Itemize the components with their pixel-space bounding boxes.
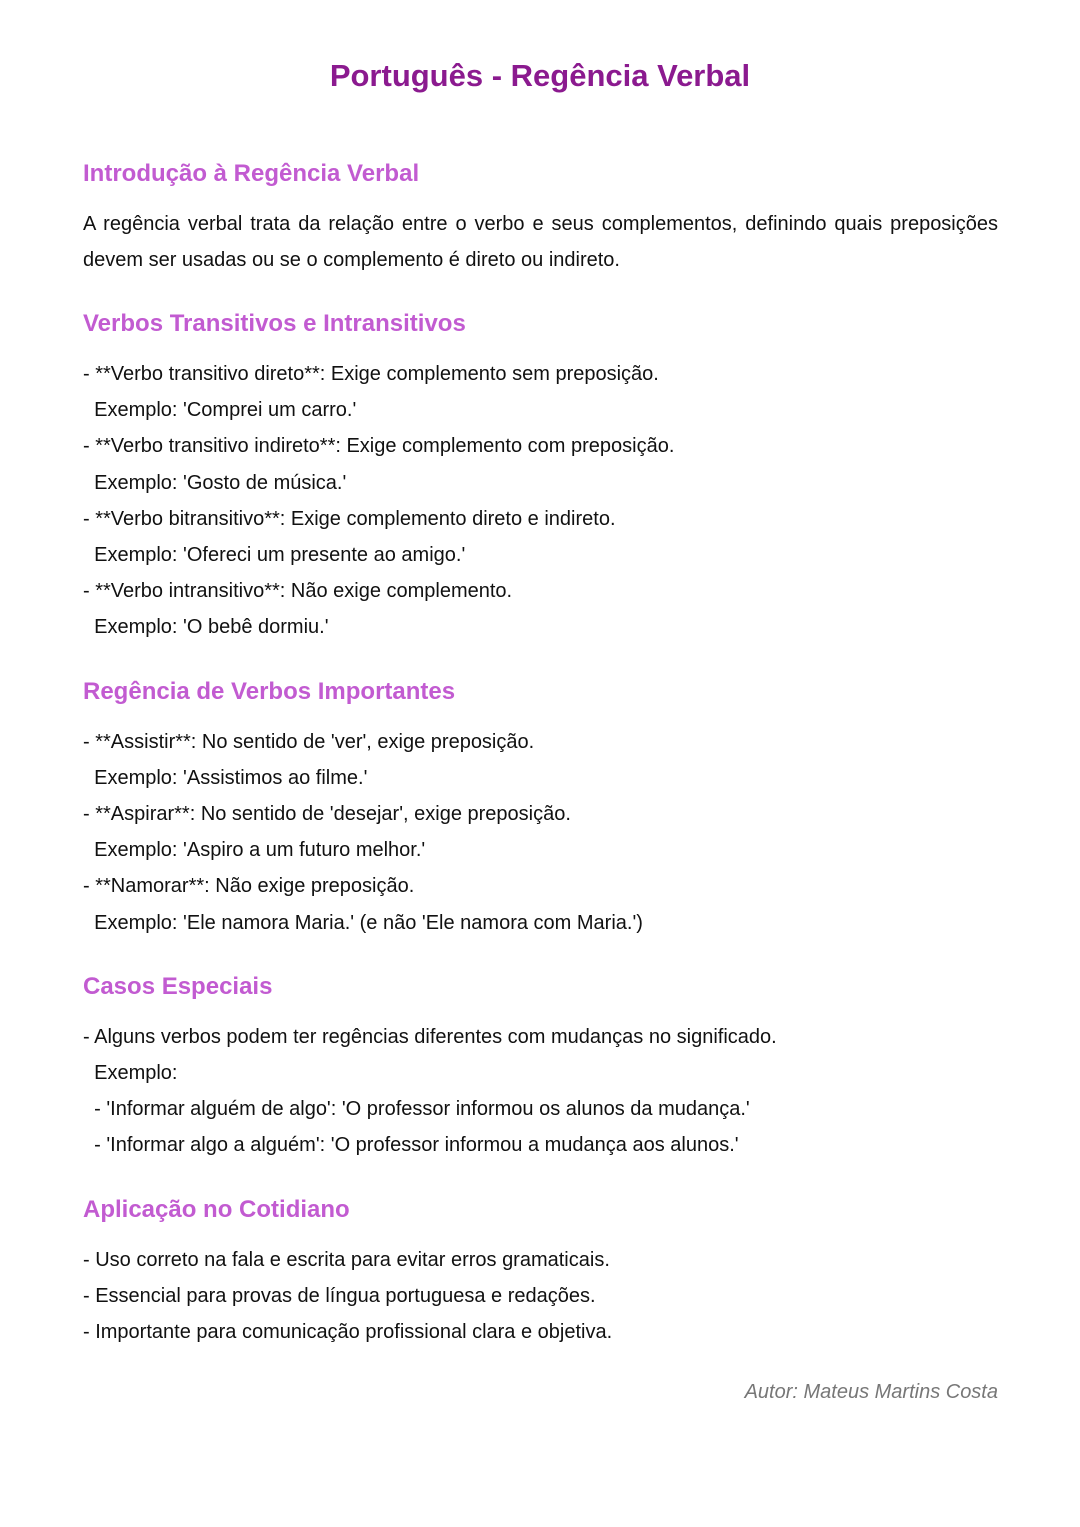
- example-line: Exemplo:: [83, 1062, 178, 1085]
- section-paragraph: A regência verbal trata da relação entre o verbo e seus complementos, definindo quais preposições devem ser usadas ou se o complemento é direto ou indireto.: [83, 213, 998, 271]
- section-heading: Introdução à Regência Verbal: [83, 160, 420, 187]
- example-line: Exemplo: 'Ofereci um presente ao amigo.': [83, 544, 466, 567]
- section-heading: Regência de Verbos Importantes: [83, 677, 456, 705]
- list-item: - **Verbo bitransitivo**: Exige complemento direto e indireto.: [83, 507, 616, 530]
- example-line: Exemplo: 'Comprei um carro.': [83, 399, 357, 422]
- page-title: Português - Regência Verbal: [329, 58, 751, 93]
- sub-list-item: - 'Informar alguém de algo': 'O professor informou os alunos da mudança.': [83, 1098, 750, 1121]
- section-verbos-transitivos: [83, 306, 998, 646]
- author-credit: Autor: Mateus Martins Costa: [744, 1381, 998, 1403]
- list-item: - Essencial para provas de língua portuguesa e redações.: [83, 1284, 596, 1307]
- list-item: - Uso correto na fala e escrita para evitar erros gramaticais.: [83, 1248, 610, 1271]
- section-verbos-importantes: [83, 674, 998, 941]
- example-line: Exemplo: 'Gosto de música.': [83, 471, 347, 494]
- list-item: - **Aspirar**: No sentido de 'desejar', exige preposição.: [83, 803, 571, 826]
- list-item: - **Verbo transitivo indireto**: Exige complemento com preposição.: [83, 435, 675, 458]
- list-item: - Alguns verbos podem ter regências diferentes com mudanças no significado.: [83, 1025, 777, 1048]
- list-item: - **Verbo intransitivo**: Não exige complemento.: [83, 580, 513, 603]
- section-heading: Casos Especiais: [83, 972, 273, 1000]
- example-line: Exemplo: 'Aspiro a um futuro melhor.': [83, 839, 426, 862]
- list-item: - **Namorar**: Não exige preposição.: [83, 875, 415, 898]
- list-item: - Importante para comunicação profissional clara e objetiva.: [83, 1321, 613, 1344]
- section-heading: Verbos Transitivos e Intransitivos: [83, 310, 466, 337]
- section-heading: Aplicação no Cotidiano: [83, 1195, 350, 1223]
- section-casos-especiais: [83, 969, 998, 1164]
- document-body: [83, 156, 998, 1378]
- section-introducao: [83, 156, 998, 278]
- sub-list-item: - 'Informar algo a alguém': 'O professor informou a mudança aos alunos.': [83, 1134, 739, 1157]
- list-item: - **Assistir**: No sentido de 'ver', exige preposição.: [83, 730, 535, 753]
- example-line: Exemplo: 'O bebê dormiu.': [83, 616, 329, 639]
- list-item: - **Verbo transitivo direto**: Exige complemento sem preposição.: [83, 363, 659, 385]
- section-aplicacao: [83, 1192, 998, 1351]
- example-line: Exemplo: 'Assistimos ao filme.': [83, 766, 368, 789]
- example-line: Exemplo: 'Ele namora Maria.' (e não 'Ele namora com Maria.'): [83, 911, 643, 934]
